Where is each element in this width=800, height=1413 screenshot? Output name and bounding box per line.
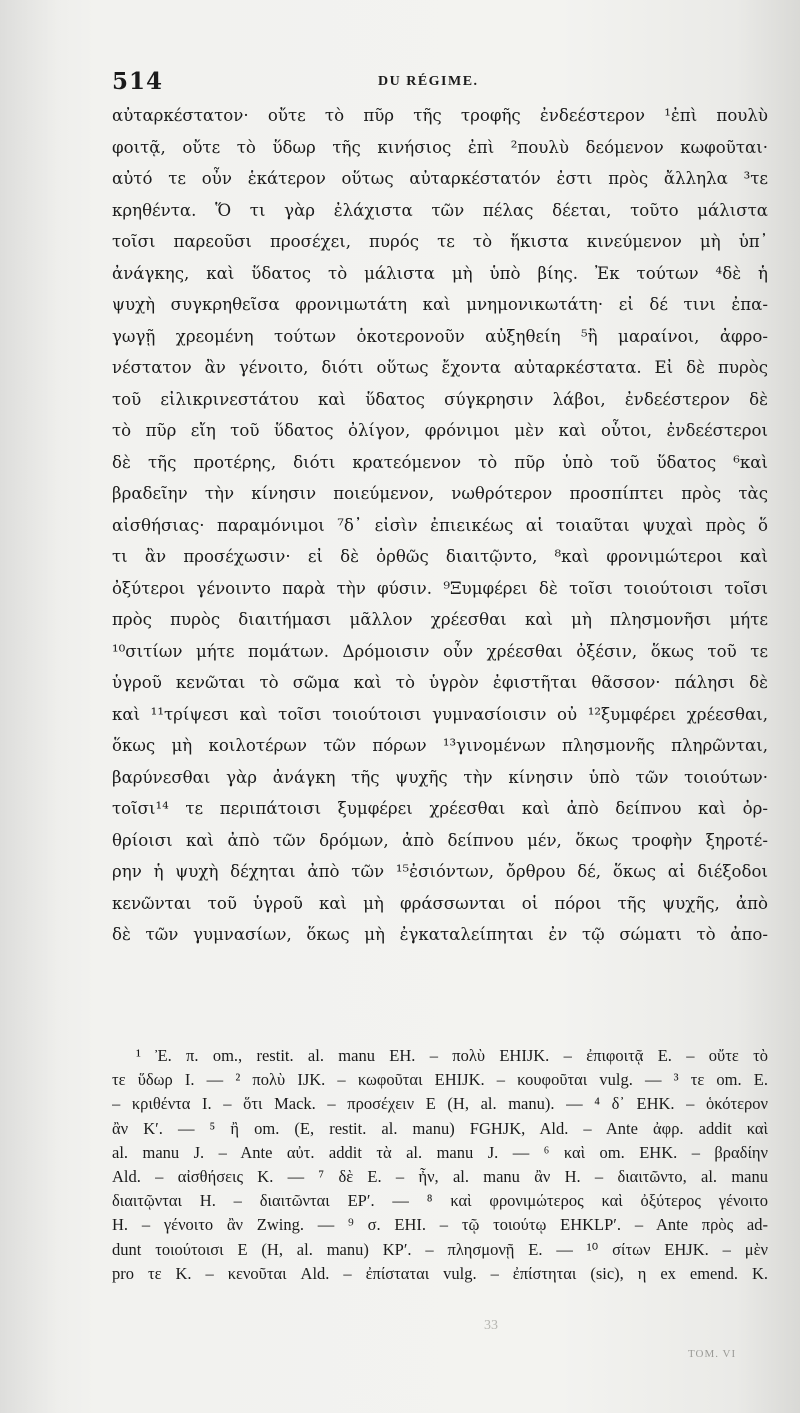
footnote-line: H. – γένοιτο ἂν Zwing. — ⁹ σ. EHI. – τῷ τοιούτῳ EHKLP′. – Ante πρὸς ad- bbox=[112, 1215, 768, 1235]
text-line: τοῦ εἰλικρινεστάτου καὶ ὕδατος σύγκρησιν λάβοι, ἐνδεέστερον δὲ bbox=[112, 389, 768, 409]
text-line: νέστατον ἂν γένοιτο, διότι οὕτως ἔχοντα αὐταρκέστατα. Εἰ δὲ πυρὸς bbox=[112, 358, 768, 377]
text-line: τοῖσι¹⁴ τε περιπάτοισι ξυμφέρει χρέεσθαι καὶ ἀπὸ δείπνου καὶ ὀρ- bbox=[112, 799, 768, 818]
text-line: ¹⁰σιτίων μήτε πομάτων. Δρόμοισιν οὖν χρέεσθαι ὀξέσιν, ὅκως τοῦ τε bbox=[112, 641, 768, 661]
page-edge-shadow bbox=[0, 0, 60, 1413]
text-line: τοῖσι παρεοῦσι προσέχει, πυρός τε τὸ ἥκιστα κινεύμενον μὴ ὑπ᾽ bbox=[112, 232, 768, 251]
greek-main-text bbox=[112, 100, 768, 951]
text-line: δὲ τῶν γυμνασίων, ὅκως μὴ ἐγκαταλείπηται ἐν τῷ σώματι τὸ ἀπο- bbox=[112, 925, 768, 944]
text-line: ψυχὴ συγκρηθεῖσα φρονιμωτάτη καὶ μνημονικωτάτη· εἰ δέ τινι ἐπα- bbox=[112, 295, 768, 314]
footnote-line: dunt τοιούτοισι E (H, al. manu) KP′. – πλησμονῇ E. — ¹⁰ σίτων EHJK. – μὲν bbox=[112, 1239, 768, 1259]
footnote-line: – κριθέντα I. – ὅτι Mack. – προσέχειν E (H, al. manu). — ⁴ δ᾽ EHK. – ὁκότερον bbox=[112, 1094, 768, 1114]
text-line: δὲ τῆς προτέρης, διότι κρατεόμενον τὸ πῦρ ὑπὸ τοῦ ὕδατος ⁶καὶ bbox=[112, 452, 768, 472]
critical-apparatus bbox=[112, 1044, 768, 1286]
text-line: κρηθέντα. Ὅ τι γὰρ ἐλάχιστα τῶν πέλας δέεται, τοῦτο μάλιστα bbox=[112, 200, 768, 220]
text-line: κενῶνται τοῦ ὑγροῦ καὶ μὴ φράσσωνται οἱ πόροι τῆς ψυχῆς, ἀπὸ bbox=[112, 893, 768, 913]
running-head: DU RÉGIME. bbox=[378, 74, 479, 89]
text-line: ὑγροῦ κενῶται τὸ σῶμα καὶ τὸ ὑγρὸν ἐφιστῆται θᾶσσον· πάλησι δὲ bbox=[112, 673, 768, 692]
text-line: τὸ πῦρ εἴη τοῦ ὕδατος ὀλίγον, φρόνιμοι μὲν καὶ οὗτοι, ἐνδεέστεροι bbox=[112, 421, 768, 440]
footnote-line: ἂν K′. — ⁵ ἢ om. (E, restit. al. manu) FGHJK, Ald. – Ante ἀφρ. addit καὶ bbox=[112, 1118, 768, 1138]
text-line: καὶ ¹¹τρίψεσι καὶ τοῖσι τοιούτοισι γυμνασίοισιν οὐ ¹²ξυμφέρει χρέεσθαι, bbox=[112, 704, 768, 724]
text-line: αὐτό τε οὖν ἑκάτερον οὕτως αὐταρκέστατόν ἐστι πρὸς ἄλληλα ³τε bbox=[112, 169, 768, 188]
text-line: αὐταρκέστατον· οὔτε τὸ πῦρ τῆς τροφῆς ἐνδεέστερον ¹ἐπὶ πουλὺ bbox=[112, 106, 768, 125]
page-number: 514 bbox=[112, 68, 164, 95]
text-line: ὀξύτεροι γένοιντο παρὰ τὴν φύσιν. ⁹Ξυμφέρει δὲ τοῖσι τοιούτοισι τοῖσι bbox=[112, 578, 768, 598]
text-line: αἰσθήσιας· παραμόνιμοι ⁷δ᾽ εἰσὶν ἐπιεικέως αἱ τοιαῦται ψυχαὶ πρὸς ὅ bbox=[112, 515, 768, 535]
page-header bbox=[112, 68, 766, 102]
text-line: βραδεῖην τὴν κίνησιν ποιεύμενον, νωθρότερον προσπίπτει πρὸς τὰς bbox=[112, 484, 768, 503]
text-line: ρην ἡ ψυχὴ δέχηται ἀπὸ τῶν ¹⁵ἐσιόντων, ὄρθρου δέ, ὅκως αἱ διέξοδοι bbox=[112, 862, 768, 881]
text-line: βαρύνεσθαι γὰρ ἀνάγκη τῆς ψυχῆς τὴν κίνησιν ὑπὸ τῶν τοιούτων· bbox=[112, 767, 768, 787]
footnote-line: pro τε K. – κενοῦται Ald. – ἐπίσταται vulg. – ἐπίστηται (sic), η ex emend. K. bbox=[112, 1263, 768, 1283]
text-line: ὅκως μὴ κοιλοτέρων τῶν πόρων ¹³γινομένων πλησμονῆς πληρῶνται, bbox=[112, 736, 768, 755]
text-line: φοιτᾷ, οὔτε τὸ ὕδωρ τῆς κινήσιος ἐπὶ ²πουλὺ δεόμενον κωφοῦται· bbox=[112, 137, 768, 157]
text-line: τι ἂν προσέχωσιν· εἰ δὲ ὀρθῶς διαιτῷντο, ⁸καὶ φρονιμώτεροι καὶ bbox=[112, 547, 768, 566]
footnote-line: διαιτῷνται H. – διαιτῶνται EP′. — ⁸ καὶ φρονιμώτερος καὶ ὀξύτερος γένοιτο bbox=[112, 1191, 768, 1211]
signature-mark: TOM. VI bbox=[688, 1348, 737, 1360]
footnote-line: τε ὕδωρ I. — ² πολὺ IJK. – κωφοῦται EHIJK. – κουφοῦται vulg. — ³ τε om. E. bbox=[112, 1070, 768, 1090]
text-line: γωγῇ χρεομένη τούτων ὁκοτερονοῦν αὐξηθείη ⁵ἢ μαραίνοι, ἀφρο- bbox=[112, 326, 768, 346]
footnote-line: al. manu J. – Ante αὐτ. addit τὰ al. manu J. — ⁶ καὶ om. EHK. – βραδίην bbox=[112, 1142, 768, 1162]
text-line: θρίοισι καὶ ἀπὸ τῶν δρόμων, ἀπὸ δείπνου μέν, ὅκως τροφὴν ξηροτέ- bbox=[112, 830, 768, 850]
bleed-through-number: 33 bbox=[484, 1318, 498, 1333]
text-line: πρὸς πυρὸς διαιτήμασι μᾶλλον χρέεσθαι καὶ μὴ πλησμονῆσι μήτε bbox=[112, 610, 768, 629]
footnote-line: ¹ Ἐ. π. om., restit. al. manu EH. – πολὺ EHIJK. – ἐπιφοιτᾷ E. – οὔτε τὸ bbox=[136, 1046, 768, 1065]
text-line: ἀνάγκης, καὶ ὕδατος τὸ μάλιστα μὴ ὑπὸ βίης. Ἐκ τούτων ⁴δὲ ἡ bbox=[112, 263, 768, 283]
footnote-line: Ald. – αἰσθήσεις K. — ⁷ δὲ E. – ἦν, al. manu ἂν H. – διαιτῶντο, al. manu bbox=[112, 1166, 768, 1186]
